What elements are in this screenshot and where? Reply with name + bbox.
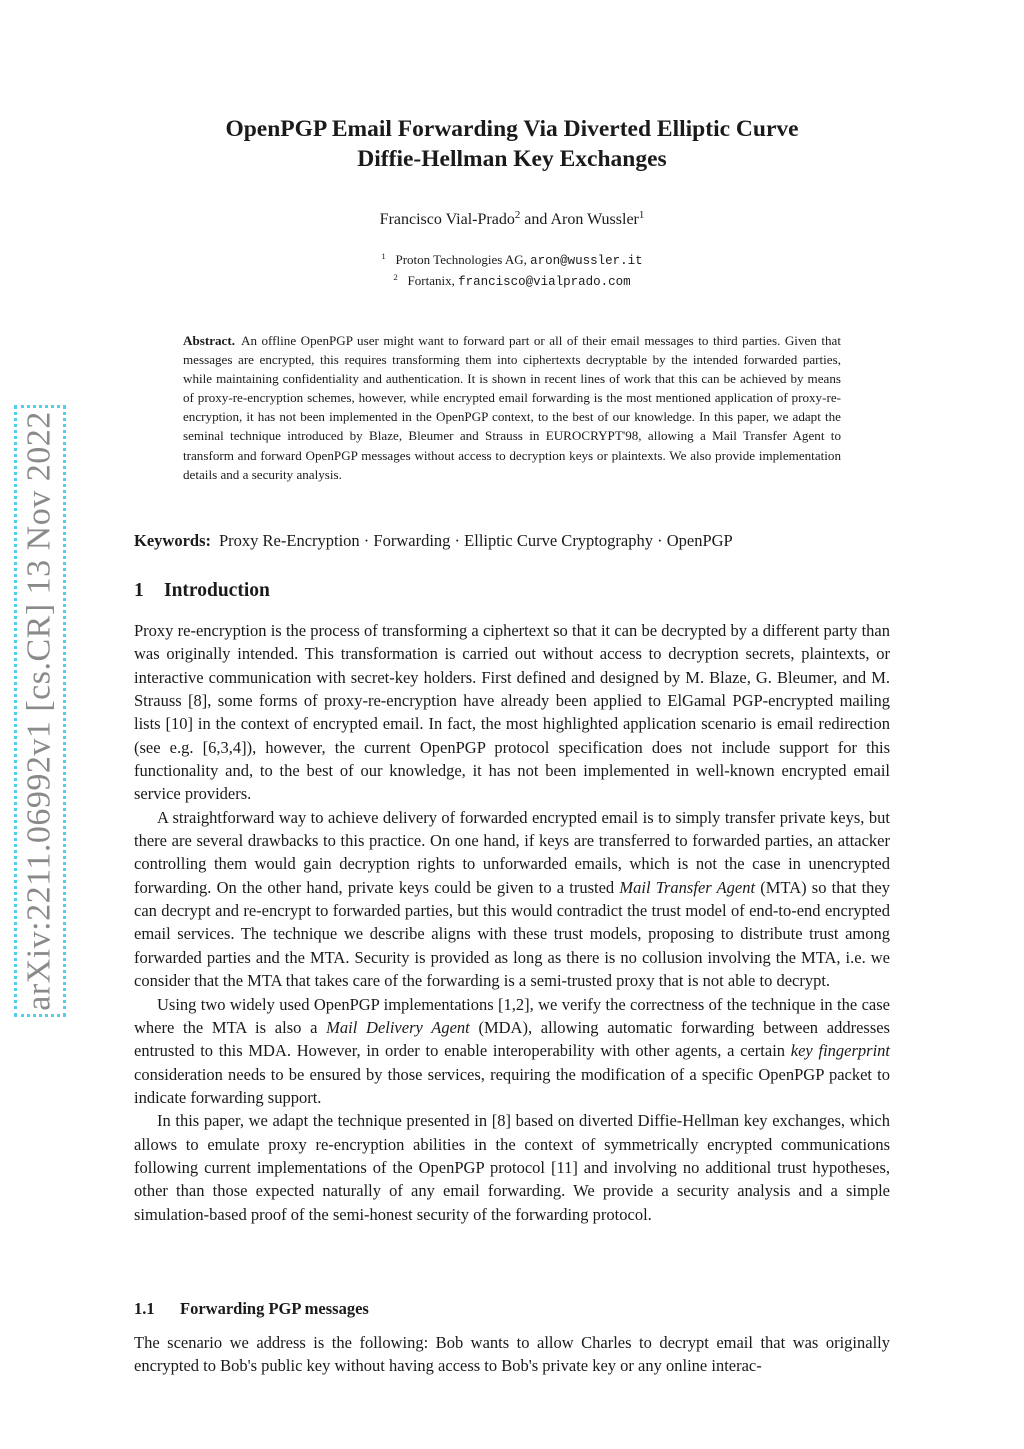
- affiliation-email[interactable]: francisco@vialprado.com: [458, 275, 631, 289]
- emphasis: Mail Transfer Agent: [619, 877, 756, 897]
- paper-title: [134, 114, 890, 174]
- affiliation-org: Proton Technologies AG,: [395, 252, 531, 267]
- section-title: Introduction: [164, 580, 270, 601]
- affiliation-line: [134, 271, 890, 292]
- abstract-text: An offline OpenPGP user might want to forward part or all of their email messages to third parties. Given that messages are encrypted, this requires transforming them into ciphertexts decryptable by the intended forwarded parties, while maintaining confidentiality and authentication. It is shown in recent lines of work that this can be achieved by means of proxy-re-encryption schemes, however, while encrypted email forwarding is the most mentioned application of proxy-re-encryption, it has not been implemented in the OpenPGP context, to the best of our knowledge. In this paper, we adapt the seminal technique introduced by Blaze, Bleumer and Strauss in EUROCRYPT'98, allowing a Mail Transfer Agent to transform and forward OpenPGP messages without access to decryption keys or plaintexts. We also provide implementation details and a security analysis.: [183, 333, 841, 482]
- author-affiliation-mark: 1: [638, 209, 645, 222]
- affiliation-org: Fortanix,: [407, 273, 459, 288]
- keywords: [134, 531, 890, 551]
- author-affiliation-mark: 2: [514, 209, 521, 222]
- subsection-number: 1.1: [134, 1299, 155, 1318]
- author-name: Aron Wussler: [550, 211, 639, 228]
- arxiv-identifier-stamp: [14, 405, 66, 1017]
- affiliation-email[interactable]: aron@wussler.it: [530, 254, 643, 268]
- paragraph: Proxy re-encryption is the process of transforming a ciphertext so that it can be decrypted by a different party than was originally intended. This transformation is carried out without access to decryption secrets, plaintexts, or interactive communication with secret-key holders. First defined and designed by M. Blaze, G. Bleumer, and M. Strauss [8], some forms of proxy-re-encryption have already been applied to ElGamal PGP-encrypted mailing lists [10] in the context of encrypted email. In fact, the most highlighted application scenario is email redirection (see e.g. [6,3,4]), however, the current OpenPGP protocol specification does not include support for this functionality and, to the best of our knowledge, it has not been implemented in well-known encrypted email service providers.: [134, 621, 890, 804]
- subsection-title: Forwarding PGP messages: [180, 1299, 369, 1318]
- paragraph: Using two widely used OpenPGP implementations [1,2], we verify the correctness of the technique in the case where the MTA is also a Mail Delivery Agent (MDA), allowing automatic forwarding between addresses entrusted to this MDA. However, in order to enable interoperability with other agents, a certain key fingerprint consideration needs to be ensured by those services, requiring the modification of a specific OpenPGP packet to indicate forwarding support.: [134, 994, 890, 1107]
- emphasis: Mail Delivery Agent: [326, 1017, 470, 1037]
- subsection-heading-forwarding: [134, 1299, 369, 1319]
- arxiv-identifier: arXiv:2211.06992v1 [cs.CR] 13 Nov 2022: [21, 411, 59, 1011]
- author-list: [134, 211, 890, 229]
- paragraph: In this paper, we adapt the technique presented in [8] based on diverted Diffie-Hellman key exchanges, which allows to emulate proxy re-encryption abilities in the context of symmetrically encrypted communications following current implementations of the OpenPGP protocol [11] and involving no additional trust hypotheses, other than those expected naturally of any email forwarding. We provide a security analysis and a simple simulation-based proof of the semi-honest security of the forwarding protocol.: [134, 1111, 890, 1224]
- section-number: 1: [134, 580, 144, 601]
- author-name: Francisco Vial-Prado: [379, 211, 515, 228]
- abstract: [183, 331, 841, 484]
- paragraph: A straightforward way to achieve delivery of forwarded encrypted email is to simply transfer private keys, but there are several drawbacks to this practice. On one hand, if keys are transferred to forwarded parties, an attacker controlling them would gain decryption rights to unforwarded emails, which is not the case in unencrypted forwarding. On the other hand, private keys could be given to a trusted Mail Transfer Agent (MTA) so that they can decrypt and re-encrypt to forwarded parties, but this would contradict the trust model of end-to-end encrypted email services. The technique we describe aligns with these trust models, proposing to distribute trust among forwarded parties and the MTA. Security is provided as long as there is no collusion involving the MTA, i.e. we consider that the MTA that takes care of the forwarding is a semi-trusted proxy that is not able to decrypt.: [134, 807, 891, 991]
- keywords-label: Keywords:: [134, 531, 211, 550]
- affiliations: [134, 250, 890, 292]
- author-separator: and: [520, 211, 551, 228]
- introduction-body: [134, 619, 890, 1226]
- affiliation-line: [134, 250, 890, 271]
- paragraph: The scenario we address is the following: Bob wants to allow Charles to decrypt email that was originally encrypted to Bob's public key without having access to Bob's private key or any online interac-: [134, 1333, 890, 1376]
- emphasis: key fingerprint: [790, 1041, 890, 1061]
- section-heading-introduction: [134, 580, 270, 602]
- paper-title-line-1: OpenPGP Email Forwarding Via Diverted Elliptic Curve: [225, 116, 799, 142]
- subsection-body: [134, 1331, 890, 1378]
- abstract-label: Abstract.: [183, 333, 235, 348]
- affiliation-mark: 1: [381, 251, 386, 262]
- affiliation-mark: 2: [393, 272, 398, 283]
- paper-title-line-2: Diffie-Hellman Key Exchanges: [357, 146, 667, 172]
- keywords-text: Proxy Re-Encryption · Forwarding · Elliptic Curve Cryptography · OpenPGP: [219, 531, 733, 550]
